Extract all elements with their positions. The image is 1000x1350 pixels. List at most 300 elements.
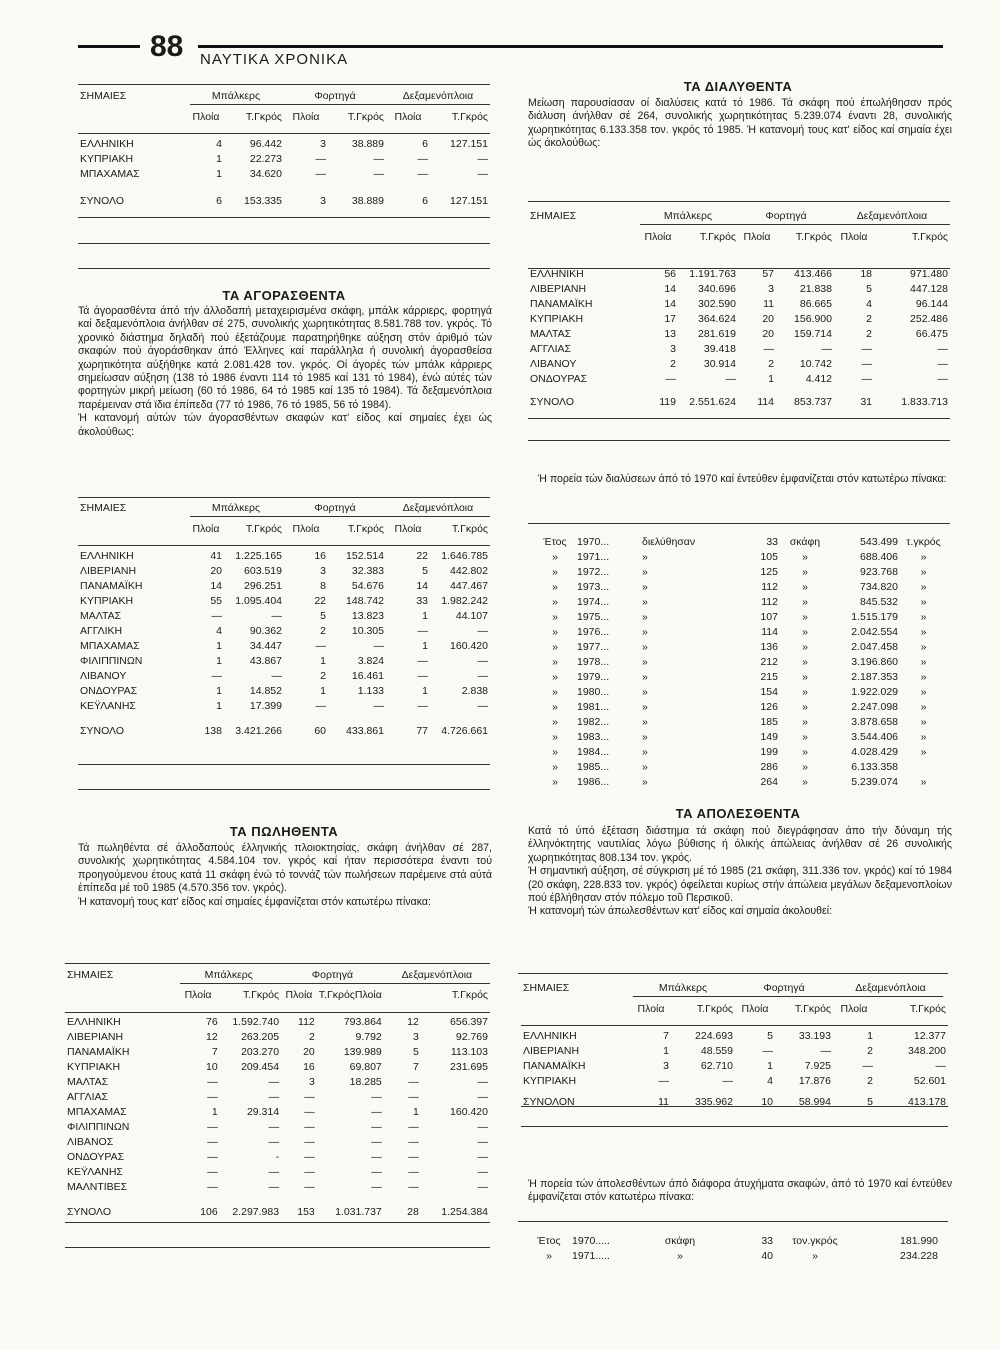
value-cell: —: [315, 639, 326, 652]
value-cell: —: [861, 372, 872, 385]
value-cell: 4: [767, 1074, 773, 1087]
value-cell: 20: [210, 564, 222, 577]
series-cell: 126: [760, 700, 778, 713]
series-cell: »: [642, 700, 648, 713]
total-value: 28: [407, 1205, 419, 1218]
total-value: 58.994: [798, 1095, 831, 1108]
total-label: ΣΥΝΟΛΟ: [530, 395, 575, 408]
series-cell: »: [552, 775, 558, 788]
flag-cell: ΜΠΑΧΑΜΑΣ: [80, 639, 140, 652]
flag-cell: ΚΥΠΡΙΑΚΗ: [530, 312, 584, 325]
scrapped-rule: [640, 224, 950, 225]
table-row: [78, 578, 490, 593]
scrapped-paragraph-2: Ή πορεία τών διαλύσεων άπό τό 1970 καί έντεύθεν έμφανίζεται στόν κατωτέρω πίνακα:: [538, 473, 947, 485]
table-row: [535, 639, 947, 654]
column-header: Πλοία: [192, 110, 220, 123]
header-rule-right: [198, 45, 943, 48]
flag-cell: ΦΙΛΙΠΠΙΝΩΝ: [80, 654, 143, 667]
scrapped-top-rule: [528, 201, 950, 202]
bulk-header: Μπάλκερς: [204, 968, 253, 981]
column-header: Τ.Γκρός: [245, 110, 282, 123]
value-cell: 86.665: [799, 297, 832, 310]
table-row: [65, 1014, 490, 1029]
series-cell: 149: [760, 730, 778, 743]
value-cell: 1: [422, 684, 428, 697]
value-cell: 1.133: [357, 684, 384, 697]
lost-rule: [633, 996, 943, 997]
scrapped-series-rule: [528, 523, 950, 524]
sold-group-header: [65, 967, 490, 982]
value-cell: 340.696: [698, 282, 736, 295]
value-cell: 56: [664, 267, 676, 280]
value-cell: —: [315, 167, 326, 180]
lost-top-rule: [518, 973, 948, 974]
series-cell: 2.047.458: [851, 640, 898, 653]
flag-cell: ΜΑΛΤΑΣ: [530, 327, 572, 340]
series-cell: »: [552, 700, 558, 713]
series-cell: 1982...: [577, 715, 610, 728]
table-row: [65, 1074, 490, 1089]
table-row: [78, 593, 490, 608]
value-cell: 263.205: [241, 1030, 280, 1043]
series-cell: »: [802, 625, 808, 638]
series-cell: 845.532: [860, 595, 898, 608]
table-row: [65, 1104, 490, 1119]
value-cell: —: [417, 152, 428, 165]
scrapped-group-header: [528, 208, 950, 223]
table-row: [65, 1164, 490, 1179]
value-cell: 2: [867, 1044, 873, 1057]
total-value: 6: [422, 194, 428, 207]
cargo-header: Φορτηγά: [763, 981, 805, 994]
header-rule-left: [78, 45, 140, 48]
value-cell: —: [417, 624, 428, 637]
table-row: [65, 1059, 490, 1074]
value-cell: 12.377: [913, 1029, 946, 1042]
value-cell: 7: [663, 1029, 669, 1042]
total-value: 114: [757, 395, 774, 408]
column-header: Πλοία: [184, 988, 212, 1001]
series-cell: σκάφη: [789, 535, 821, 548]
value-cell: 209.454: [241, 1060, 280, 1073]
value-cell: 2: [320, 669, 326, 682]
value-cell: 14: [664, 297, 676, 310]
total-value: 2.551.624: [689, 395, 736, 408]
value-cell: 1: [422, 609, 428, 622]
series-cell: »: [920, 625, 927, 638]
value-cell: —: [268, 1075, 280, 1088]
value-cell: —: [304, 1150, 315, 1163]
series-cell: 1978...: [577, 655, 610, 668]
table1-rule: [78, 243, 490, 244]
value-cell: 14: [664, 282, 676, 295]
column-header: Τ.Γκρός: [242, 988, 280, 1001]
value-cell: —: [937, 372, 948, 385]
value-cell: 148.742: [346, 594, 384, 607]
lost-series-grid: [528, 1233, 948, 1263]
table-row: [535, 759, 947, 774]
total-value: 106: [200, 1205, 218, 1218]
value-cell: —: [861, 357, 872, 370]
value-cell: —: [477, 654, 488, 667]
scrapped-grid: [528, 208, 950, 409]
flag-cell: ΟΝΔΟΥΡΑΣ: [530, 372, 588, 385]
value-cell: 34.447: [249, 639, 282, 652]
table-row: [535, 684, 947, 699]
series-cell: [900, 759, 947, 774]
total-value: 335.962: [695, 1095, 733, 1108]
value-cell: 3: [308, 1075, 315, 1088]
series-cell: 1980...: [577, 685, 610, 698]
value-cell: 2: [670, 357, 676, 370]
lost-rule: [521, 1126, 948, 1127]
tanker-header: Δεξαμενόπλοια: [401, 968, 473, 981]
series-cell: 125: [760, 565, 778, 578]
column-header: Τ.Γκρός: [794, 1002, 831, 1015]
flag-cell: ΚΕΫΛΑΝΗΣ: [80, 699, 136, 712]
bulk-header: Μπάλκερς: [663, 209, 713, 222]
value-cell: —: [371, 1150, 382, 1163]
bought-rule: [190, 516, 490, 517]
tanker-header: Δεξαμενόπλοια: [855, 981, 926, 994]
column-header: Τ.ΓκρόςΠλοία: [318, 988, 382, 1001]
lost-wrap: [521, 980, 948, 1109]
scrapped-series-grid: [535, 534, 947, 789]
value-cell: 113.103: [450, 1045, 488, 1058]
table-row: [521, 1073, 948, 1088]
flag-cell: ΛΙΒΕΡΙΑΝΗ: [67, 1030, 124, 1043]
series-cell: τον.γκρός: [792, 1234, 838, 1247]
series-cell: »: [642, 775, 648, 788]
value-cell: 33: [416, 594, 428, 607]
value-cell: 1.592.740: [232, 1015, 280, 1028]
table-row: [78, 623, 490, 638]
value-cell: 281.619: [698, 327, 736, 340]
column-header: Πλοία: [394, 522, 422, 535]
scrapped-rule: [528, 268, 950, 269]
series-cell: τ.γκρός: [906, 535, 941, 548]
value-cell: 3: [768, 282, 774, 295]
value-cell: 4: [216, 624, 222, 637]
series-cell: »: [802, 670, 808, 683]
value-cell: 16.461: [351, 669, 384, 682]
series-cell: »: [802, 700, 808, 713]
series-cell: 1981...: [577, 700, 610, 713]
column-header: Τ.Γκρός: [696, 1002, 733, 1015]
table-row: [535, 774, 947, 789]
value-cell: 1: [320, 684, 326, 697]
series-cell: 1983...: [577, 730, 610, 743]
value-cell: —: [408, 1180, 419, 1193]
value-cell: 3: [412, 1030, 419, 1043]
table-row: [528, 356, 950, 371]
sold-wrap: [65, 967, 490, 1219]
value-cell: 1: [663, 1044, 669, 1057]
series-cell: 107: [760, 610, 778, 623]
value-cell: 14: [210, 579, 222, 592]
value-cell: 5: [412, 1045, 419, 1058]
flag-cell: ΟΝΔΟΥΡΑΣ: [67, 1150, 125, 1163]
total-value: 60: [314, 724, 326, 737]
value-cell: 3: [670, 342, 676, 355]
table-row: [535, 609, 947, 624]
value-cell: —: [861, 342, 872, 355]
series-cell: 185: [760, 715, 778, 728]
value-cell: —: [371, 1105, 382, 1118]
series-cell: 688.406: [860, 550, 898, 563]
series-cell: 181.990: [900, 1234, 938, 1247]
total-value: 31: [860, 395, 872, 408]
table-row: [535, 729, 947, 744]
lost-sub-header: [521, 1001, 948, 1016]
column-header: Πλοία: [644, 230, 672, 243]
series-cell: 2.042.554: [851, 625, 898, 638]
value-cell: 1: [422, 639, 428, 652]
value-cell: —: [477, 624, 488, 637]
value-cell: 14.852: [249, 684, 282, 697]
value-cell: 152.514: [346, 549, 384, 562]
series-cell: 212: [760, 655, 778, 668]
total-value: 853.737: [794, 395, 832, 408]
value-cell: 10: [206, 1060, 218, 1073]
value-cell: —: [268, 1165, 280, 1178]
series-cell: »: [802, 730, 808, 743]
value-cell: 231.695: [450, 1060, 488, 1073]
bulk-header: Μπάλκερς: [658, 981, 708, 994]
value-cell: 1: [216, 167, 222, 180]
flag-cell: ΚΥΠΡΙΑΚΗ: [67, 1060, 121, 1073]
value-cell: 7.925: [804, 1059, 831, 1072]
page-number: 88: [150, 30, 184, 63]
value-cell: —: [304, 1120, 315, 1133]
total-value: 6: [216, 194, 222, 207]
value-cell: 302.590: [698, 297, 736, 310]
value-cell: 12: [407, 1015, 419, 1028]
series-cell: »: [552, 730, 558, 743]
value-cell: —: [477, 699, 488, 712]
series-cell: »: [920, 655, 927, 668]
series-cell: 4.028.429: [851, 745, 898, 758]
value-cell: 32.383: [351, 564, 384, 577]
value-cell: 971.480: [910, 267, 948, 280]
series-cell: 33: [766, 535, 778, 548]
value-cell: —: [658, 1074, 669, 1087]
value-cell: 9.792: [355, 1030, 382, 1043]
tanker-header: Δεξαμενόπλοια: [402, 501, 474, 514]
value-cell: 4: [216, 137, 222, 150]
flag-cell: ΑΓΓΛΙΑΣ: [67, 1090, 109, 1103]
bought-text: [78, 305, 492, 439]
value-cell: —: [211, 609, 222, 622]
value-cell: 2: [867, 1074, 873, 1087]
series-cell: »: [552, 640, 558, 653]
series-cell: 1985...: [577, 760, 610, 773]
table-row: [521, 1043, 948, 1058]
flag-cell: ΠΑΝΑΜΑΪΚΗ: [67, 1045, 130, 1058]
column-header: Πλοία: [192, 522, 220, 535]
total-value: 2.297.983: [232, 1205, 280, 1218]
value-cell: 112: [298, 1015, 315, 1028]
value-cell: 2: [866, 327, 872, 340]
value-cell: 16: [314, 549, 326, 562]
table1-rule: [78, 133, 490, 134]
total-label: ΣΥΝΟΛΟ: [80, 724, 125, 737]
series-cell: »: [802, 745, 808, 758]
total-value: 4.726.661: [441, 724, 488, 737]
series-cell: »: [677, 1249, 683, 1262]
value-cell: —: [371, 1165, 382, 1178]
sold-text: [78, 842, 492, 909]
value-cell: 160.420: [450, 639, 488, 652]
value-cell: —: [722, 1074, 733, 1087]
value-cell: —: [304, 1135, 315, 1148]
series-cell: »: [642, 550, 648, 563]
series-cell: 1976...: [577, 625, 610, 638]
value-cell: —: [271, 609, 282, 622]
series-cell: 1971...: [577, 550, 610, 563]
sold-rule: [65, 1247, 490, 1248]
flag-cell: ΕΛΛΗΝΙΚΗ: [530, 267, 584, 280]
sold-sub-header: [65, 987, 490, 1002]
value-cell: 5: [320, 609, 326, 622]
series-cell: »: [552, 715, 558, 728]
value-cell: —: [477, 167, 488, 180]
bulk-header: Μπάλκερς: [211, 89, 261, 102]
total-value: 38.889: [351, 194, 384, 207]
value-cell: 20: [762, 327, 774, 340]
value-cell: 1: [216, 654, 222, 667]
value-cell: —: [762, 1044, 773, 1057]
bought-rule: [78, 545, 490, 546]
value-cell: 603.519: [244, 564, 282, 577]
value-cell: 364.624: [698, 312, 736, 325]
value-cell: —: [408, 1120, 419, 1133]
lost-rule: [521, 1106, 948, 1107]
total-value: 127.151: [450, 194, 488, 207]
series-cell: 5.239.074: [851, 775, 898, 788]
value-cell: 18: [860, 267, 872, 280]
cargo-header: Φορτηγά: [314, 501, 356, 514]
value-cell: 1: [216, 639, 222, 652]
lost-text: [528, 825, 952, 919]
value-cell: 7: [211, 1045, 218, 1058]
flag-cell: ΚΥΠΡΙΑΚΗ: [523, 1074, 577, 1087]
value-cell: —: [821, 342, 832, 355]
value-cell: —: [268, 1090, 280, 1103]
sold-title: ΤΑ ΠΩΛΗΘΕΝΤΑ: [229, 824, 339, 839]
series-cell: »: [552, 595, 558, 608]
series-cell: 264: [760, 775, 778, 788]
series-cell: 1975...: [577, 610, 610, 623]
bought-wrap: [78, 500, 490, 738]
total-value: 1.833.713: [901, 395, 948, 408]
series-cell: 112: [761, 580, 778, 593]
value-cell: 16: [303, 1060, 315, 1073]
value-cell: 793.864: [343, 1015, 382, 1028]
series-cell: »: [920, 595, 927, 608]
bought-sub-header: [78, 521, 490, 536]
series-cell: 3.878.658: [851, 715, 898, 728]
flag-cell: ΜΑΛΤΑΣ: [80, 609, 122, 622]
value-cell: 1: [412, 1105, 419, 1118]
value-cell: 348.200: [908, 1044, 946, 1057]
flag-cell: ΛΙΒΕΡΙΑΝΗ: [530, 282, 587, 295]
bought-group-header: [78, 500, 490, 515]
value-cell: —: [417, 699, 428, 712]
column-header: Πλοία: [292, 522, 320, 535]
value-cell: 159.714: [794, 327, 832, 340]
lost-rule: [521, 1025, 948, 1026]
value-cell: —: [665, 372, 676, 385]
value-cell: 203.270: [241, 1045, 280, 1058]
cargo-header: Φορτηγά: [314, 89, 356, 102]
series-cell: 1970.....: [572, 1234, 610, 1247]
table-row: [78, 698, 490, 713]
column-header: Τ.Γκρός: [699, 230, 736, 243]
cargo-header: Φορτηγά: [311, 968, 354, 981]
series-cell: »: [920, 775, 927, 788]
value-cell: 34.620: [249, 167, 282, 180]
table-row: [65, 1149, 490, 1164]
series-cell: »: [920, 730, 927, 743]
flag-cell: ΛΙΒΕΡΙΑΝΗ: [523, 1044, 580, 1057]
flag-cell: ΠΑΝΑΜΑΪΚΗ: [530, 297, 593, 310]
series-cell: διελύθησαν: [642, 535, 696, 548]
table1-rule: [78, 217, 490, 218]
value-cell: 1.095.404: [235, 594, 282, 607]
flag-cell: ΕΛΛΗΝΙΚΗ: [80, 549, 134, 562]
table-row: [65, 1179, 490, 1194]
value-cell: 41: [210, 549, 222, 562]
table1-group-header: [78, 88, 490, 103]
scrapped-text: [528, 97, 952, 151]
series-cell: »: [552, 655, 558, 668]
series-cell: 234.228: [900, 1249, 938, 1262]
series-cell: 3.196.860: [851, 655, 898, 668]
flag-cell: ΛΙΒΕΡΙΑΝΗ: [80, 564, 137, 577]
table-row: [78, 548, 490, 563]
series-cell: »: [920, 745, 927, 758]
series-cell: »: [802, 550, 808, 563]
value-cell: 1: [216, 152, 222, 165]
table-row: [528, 311, 950, 326]
value-cell: —: [408, 1090, 419, 1103]
column-header: Τ.Γκρός: [451, 110, 488, 123]
value-cell: 8: [320, 579, 326, 592]
series-cell: 114: [761, 625, 778, 638]
table1-grid: [78, 88, 490, 208]
table-row: [535, 714, 947, 729]
value-cell: 139.989: [343, 1045, 382, 1058]
total-value: 11: [658, 1095, 669, 1108]
value-cell: —: [477, 1180, 488, 1193]
value-cell: 96.442: [249, 137, 282, 150]
value-cell: —: [268, 1120, 280, 1133]
table-row: [78, 608, 490, 623]
column-header: Τ.Γκρός: [451, 522, 488, 535]
series-cell: 1.515.179: [851, 610, 898, 623]
value-cell: 20: [303, 1045, 315, 1058]
lost-group-header: [521, 980, 948, 995]
series-cell: »: [552, 550, 558, 563]
value-cell: —: [271, 669, 282, 682]
value-cell: —: [477, 1075, 488, 1088]
sold-paragraph-2: Ή κατανομή τους κατ' είδος καί σημαίες έμφανίζεται στόν κατωτέρω πίνακα:: [78, 895, 431, 908]
flags-header: ΣΗΜΑΙΕΣ: [80, 501, 127, 514]
scrapped-text-2: [538, 473, 952, 486]
value-cell: 13.823: [351, 609, 384, 622]
value-cell: —: [207, 1165, 218, 1178]
